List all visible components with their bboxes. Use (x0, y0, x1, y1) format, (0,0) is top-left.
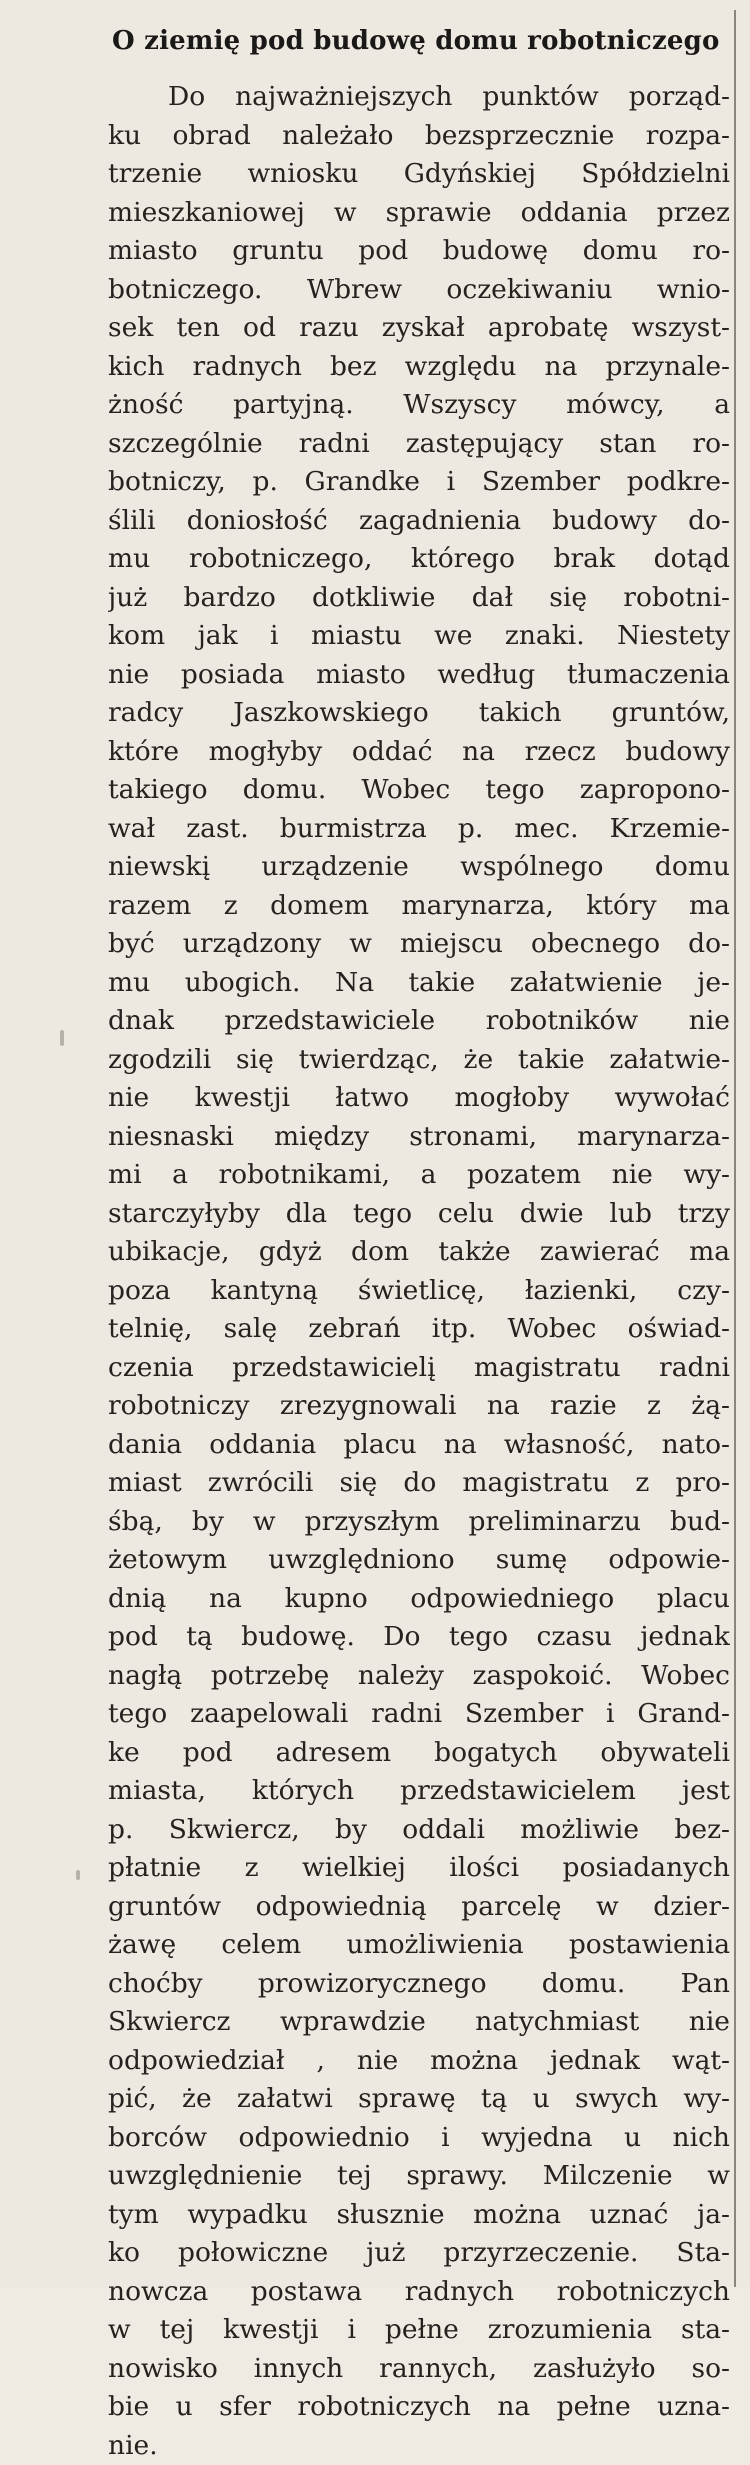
article-line: miasto gruntu pod budowę domu ro- (108, 232, 730, 271)
article-line: pod tą budowę. Do tego czasu jednak (108, 1618, 730, 1657)
article-headline: O ziemię pod budowę domu robotniczego (112, 26, 730, 56)
article-line: już bardzo dotkliwie dał się robotni- (108, 579, 730, 618)
article-line: miasta, których przedstawicielem jest (108, 1772, 730, 1811)
print-speck (76, 1870, 80, 1880)
article-line: szczególnie radni zastępujący stan ro- (108, 425, 730, 464)
article-line: takiego domu. Wobec tego zapropono- (108, 771, 730, 810)
article-line: niesnaski między stronami, marynarza- (108, 1118, 730, 1157)
article-line: nagłą potrzebę należy zaspokoić. Wobec (108, 1657, 730, 1696)
article-line: ubikacje, gdyż dom także zawierać ma (108, 1233, 730, 1272)
article-line: robotniczy zrezygnowali na razie z żą- (108, 1387, 730, 1426)
article-line: nie posiada miasto według tłumaczenia (108, 656, 730, 695)
article-line: żawę celem umożliwienia postawienia (108, 1926, 730, 1965)
article-line: dnią na kupno odpowiedniego placu (108, 1580, 730, 1619)
article-line: płatnie z wielkiej ilości posiadanych (108, 1849, 730, 1888)
article-line: odpowiedział , nie można jednak wąt- (108, 2042, 730, 2081)
article-line: śbą, by w przyszłym preliminarzu bud- (108, 1503, 730, 1542)
article-line: ku obrad należało bezsprzecznie rozpa- (108, 117, 730, 156)
article-line: radcy Jaszkowskiego takich gruntów, (108, 694, 730, 733)
article-line: botniczy, p. Grandke i Szember podkre- (108, 463, 730, 502)
article-line: ke pod adresem bogatych obywateli (108, 1734, 730, 1773)
article-line: gruntów odpowiednią parcelę w dzier- (108, 1888, 730, 1927)
article-line: mu robotniczego, którego brak dotąd (108, 540, 730, 579)
article-line: p. Skwiercz, by oddali możliwie bez- (108, 1811, 730, 1850)
article-line: niewskį urządzenie wspólnego domu (108, 848, 730, 887)
article-line: uwzględnienie tej sprawy. Milczenie w (108, 2157, 730, 2196)
article-line: czenia przedstawicielį magistratu radni (108, 1349, 730, 1388)
article-line: Do najważniejszych punktów porząd- (108, 78, 730, 117)
article-line: mu ubogich. Na takie załatwienie je- (108, 964, 730, 1003)
article-column (108, 26, 730, 2465)
article-line: żność partyjną. Wszyscy mówcy, a (108, 386, 730, 425)
article-line: ślili doniosłość zagadnienia budowy do- (108, 502, 730, 541)
article-line: zgodzili się twierdząc, że takie załatwie- (108, 1041, 730, 1080)
article-line: tego zaapelowali radni Szember i Grand- (108, 1695, 730, 1734)
article-line: borców odpowiednio i wyjedna u nich (108, 2119, 730, 2158)
article-line: być urządzony w miejscu obecnego do- (108, 925, 730, 964)
article-line: botniczego. Wbrew oczekiwaniu wnio- (108, 271, 730, 310)
article-line: nowisko innych rannych, zasłużyło so- (108, 2350, 730, 2389)
article-line: pić, że załatwi sprawę tą u swych wy- (108, 2080, 730, 2119)
article-line: dnak przedstawiciele robotników nie (108, 1002, 730, 1041)
print-speck (60, 1030, 64, 1046)
article-line: w tej kwestji i pełne zrozumienia sta- (108, 2311, 730, 2350)
article-line: mi a robotnikami, a pozatem nie wy- (108, 1156, 730, 1195)
article-line: tym wypadku słusznie można uznać ja- (108, 2196, 730, 2235)
article-line: nie kwestji łatwo mogłoby wywołać (108, 1079, 730, 1118)
article-line: nie. (108, 2427, 730, 2465)
article-line: kom jak i miastu we znaki. Niestety (108, 617, 730, 656)
article-line: dania oddania placu na własność, nato- (108, 1426, 730, 1465)
article-line: ko połowiczne już przyrzeczenie. Sta- (108, 2234, 730, 2273)
article-line: telnię, salę zebrań itp. Wobec oświad- (108, 1310, 730, 1349)
article-line: wał zast. burmistrza p. mec. Krzemie- (108, 810, 730, 849)
article-line: choćby prowizorycznego domu. Pan (108, 1965, 730, 2004)
article-line: sek ten od razu zyskał aprobatę wszyst- (108, 309, 730, 348)
article-line: kich radnych bez względu na przynale- (108, 348, 730, 387)
article-line: mieszkaniowej w sprawie oddania przez (108, 194, 730, 233)
article-line: Skwiercz wprawdzie natychmiast nie (108, 2003, 730, 2042)
article-line: żetowym uwzględniono sumę odpowie- (108, 1541, 730, 1580)
article-line: bie u sfer robotniczych na pełne uzna- (108, 2388, 730, 2427)
article-line: miast zwrócili się do magistratu z pro- (108, 1464, 730, 1503)
article-line: które mogłyby oddać na rzecz budowy (108, 733, 730, 772)
column-rule (734, 10, 736, 2287)
article-line: trzenie wniosku Gdyńskiej Spółdzielni (108, 155, 730, 194)
article-line: razem z domem marynarza, który ma (108, 887, 730, 926)
article-line: nowcza postawa radnych robotniczych (108, 2273, 730, 2312)
article-line: starczyłyby dla tego celu dwie lub trzy (108, 1195, 730, 1234)
article-body (108, 78, 730, 2465)
article-line: poza kantyną świetlicę, łazienki, czy- (108, 1272, 730, 1311)
